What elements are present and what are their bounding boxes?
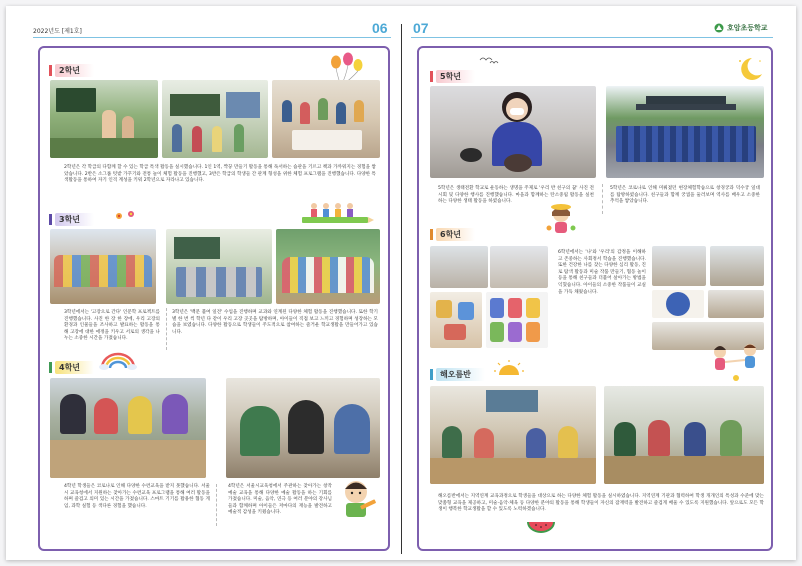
grade3-photo-3 <box>276 229 380 304</box>
right-header-line <box>411 37 773 38</box>
grade4-description-right: 4학년은 서울시교육청에서 주관하는 찾아가는 창작예술 교육을 통해 다양한 예술 활동을 하는 기회를 가졌습니다. 미술, 음악, 연극 등 여러 분야의 강사님들과 함께하며 아이들은 저마다의 재능을 발견하고 예술적 감성을 키웠습니다. <box>228 484 332 516</box>
haeoreum-title-bar <box>430 369 433 380</box>
grade6-photo-8 <box>708 290 764 318</box>
grade2-photo-2 <box>162 80 268 158</box>
newsletter-spread <box>6 6 796 560</box>
grade3-photo-2 <box>166 229 272 304</box>
grade4-photo-2 <box>226 378 380 478</box>
moon-icon <box>734 56 764 82</box>
grade2-photo-3 <box>272 80 380 158</box>
grade2-description: 2학년은 각 학급의 다함께 할 수 있는 학급 특색 활동을 실시했습니다. 1인 1역, 짝꿍 만들기 활동을 통해 독서하는 습관을 기르고 책과 가까워지는 경험을 쌓았습니다. 2반은 소그룹 텃밭 가꾸기와 전통 놀이 체험 활동을 진행했고, 3반은 학급의 학생들 간 관계 형성을 위한 체험 프로그램을 진행했습니다. 다양한 특색활동을 통하여 자기 인격 계성을 키워 2학년으로 자라나고 있습니다. <box>64 165 376 184</box>
grade6-title-bar <box>430 229 433 240</box>
haeoreum-section-title <box>430 368 485 381</box>
haeoreum-description: 해오름반에서는 지역연계 교육과정으로 학생들을 대상으로 하는 다양한 체험 활동을 실시하였습니다. 지역연계 기관과 협력하여 학생 개개인의 특성과 수준에 맞는 맞춤형 교육을 제공하고, 미술·음악·체육 등 다양한 분야의 활동을 통해 학생들이 자신의 잠재력을 발견하고 즐겁게 배울 수 있도록 지원했습니다. 앞으로도 모든 학생이 행복한 학교생활을 할 수 있도록 노력하겠습니다. <box>438 494 764 513</box>
haeoreum-title: 해오름반 <box>436 368 485 381</box>
haeoreum-photo-1 <box>430 386 596 484</box>
school-name: 호암초등학교 <box>727 24 768 32</box>
school-logo <box>714 23 768 33</box>
left-page-number: 06 <box>372 20 388 36</box>
grade4-section-title <box>49 361 94 374</box>
grade6-photo-2 <box>490 246 548 288</box>
birds-icon <box>478 54 502 66</box>
grade5-divider <box>602 184 603 214</box>
girl-with-flowers-icon <box>544 202 578 236</box>
grade4-photo-1 <box>50 378 206 478</box>
issue-label: 2022년도 [제1호] <box>33 28 82 35</box>
dancing-kids-icon <box>706 342 766 386</box>
grade4-title: 4학년 <box>55 361 94 374</box>
grade2-section-title <box>49 64 94 77</box>
grade2-title: 2학년 <box>55 64 94 77</box>
grade5-title: 5학년 <box>436 70 475 83</box>
sun-icon <box>494 360 524 376</box>
grade5-description-left: 5학년은 생태전환 학교로 운동하는 생명을 주제로 '우리 반 친구의 꿈' 사진 전시회 및 다양한 행사를 진행했습니다. 마을과 함께하는 탄소중립 활동을 실천하는 다양한 생태 활동을 하였습니다. <box>438 186 594 205</box>
grade6-description: 6학년에서는 '나'와 '우리'의 감정을 이해하고 존중하는 사회정서 학습을 진행했습니다. 또한 건강한 나를 찾는 다양한 심리 활동, 진로 탐색 활동과 미술 작품 만들기, 협동 놀이 등을 통해 친구들과 더불어 살아가는 방법을 익혔습니다. 아이들의 소중한 작품들이 교실을 가득 채웠습니다. <box>558 250 646 295</box>
rainbow-icon <box>98 350 138 370</box>
grade3-photo-1 <box>50 229 156 304</box>
grade5-description-right: 5학년은 코로나로 인해 미뤄졌던 현장체험학습으로 창경궁과 덕수궁 일대를 탐방하였습니다. 친구들과 함께 궁궐을 둘러보며 역사를 배우고 소중한 추억을 쌓았습니다. <box>610 186 760 205</box>
grade3-description-right: 3학년은 '백문 불여 일견' 수업을 진행하며 교과와 연계된 다양한 체험 활동을 진행했습니다. 또한 학기별 한 번 씩 학년 다 같이 우리 고장 곳곳을 탐방하며, 아이들이 직접 보고 느끼고 경험하며 성장하는 모습을 보였습니다. 다양한 활동으로 학생들이 주도적으로 참여하는 즐거운 학교생활을 만들어가고 있습니다. <box>172 310 378 335</box>
grade2-photo-1 <box>50 80 158 158</box>
grade6-section-title <box>430 228 475 241</box>
grade3-title: 3학년 <box>55 213 94 226</box>
grade6-photo-1 <box>430 246 488 288</box>
grade6-photo-3 <box>430 292 482 348</box>
grade6-title: 6학년 <box>436 228 475 241</box>
grade6-photo-4 <box>486 292 548 348</box>
grade5-section-title <box>430 70 475 83</box>
watermelon-icon <box>526 520 556 534</box>
school-emblem-icon <box>714 23 724 33</box>
grade2-title-bar <box>49 65 52 76</box>
grade3-divider <box>166 308 167 350</box>
flowers-icon <box>114 209 140 223</box>
grade4-description-left: 4학년 학생들은 코로나로 인해 다양한 수련교육을 받지 못했습니다. 서울시 교육청에서 지원하는 찾아가는 수련교육 프로그램을 통해 여러 활동을 하며 즐겁고 의미 있는 시간을 가졌습니다. 스마트 기기를 활용한 협동 게임, 과학 실험 등 색다른 경험을 했습니다. <box>64 484 210 509</box>
left-header-line <box>33 37 391 38</box>
grade4-divider <box>216 484 217 526</box>
grade5-photo-2 <box>606 86 764 178</box>
page-gutter <box>401 24 402 554</box>
grade3-title-bar <box>49 214 52 225</box>
grade6-photo-6 <box>710 246 764 286</box>
grade6-photo-5 <box>652 246 706 286</box>
kids-on-pencil-icon <box>300 198 374 226</box>
grade6-photo-7 <box>652 290 704 318</box>
grade4-title-bar <box>49 362 52 373</box>
haeoreum-photo-2 <box>604 386 764 484</box>
boy-with-crayon-icon <box>334 476 380 522</box>
grade5-photo-1 <box>430 86 596 178</box>
grade3-section-title <box>49 213 94 226</box>
grade5-title-bar <box>430 71 433 82</box>
grade3-description-left: 3학년에서는 '고장으로 간다' 인문학 프로젝트를 진행했습니다. 사진 한 장 한 장에, 우리 고장의 환경과 인물들을 조사하고 발표하는 활동을 통해 고장에 대한 애정을 키우고 서로의 생각을 나누는 소중한 시간을 가졌습니다. <box>64 310 160 342</box>
right-page-number: 07 <box>413 20 429 36</box>
